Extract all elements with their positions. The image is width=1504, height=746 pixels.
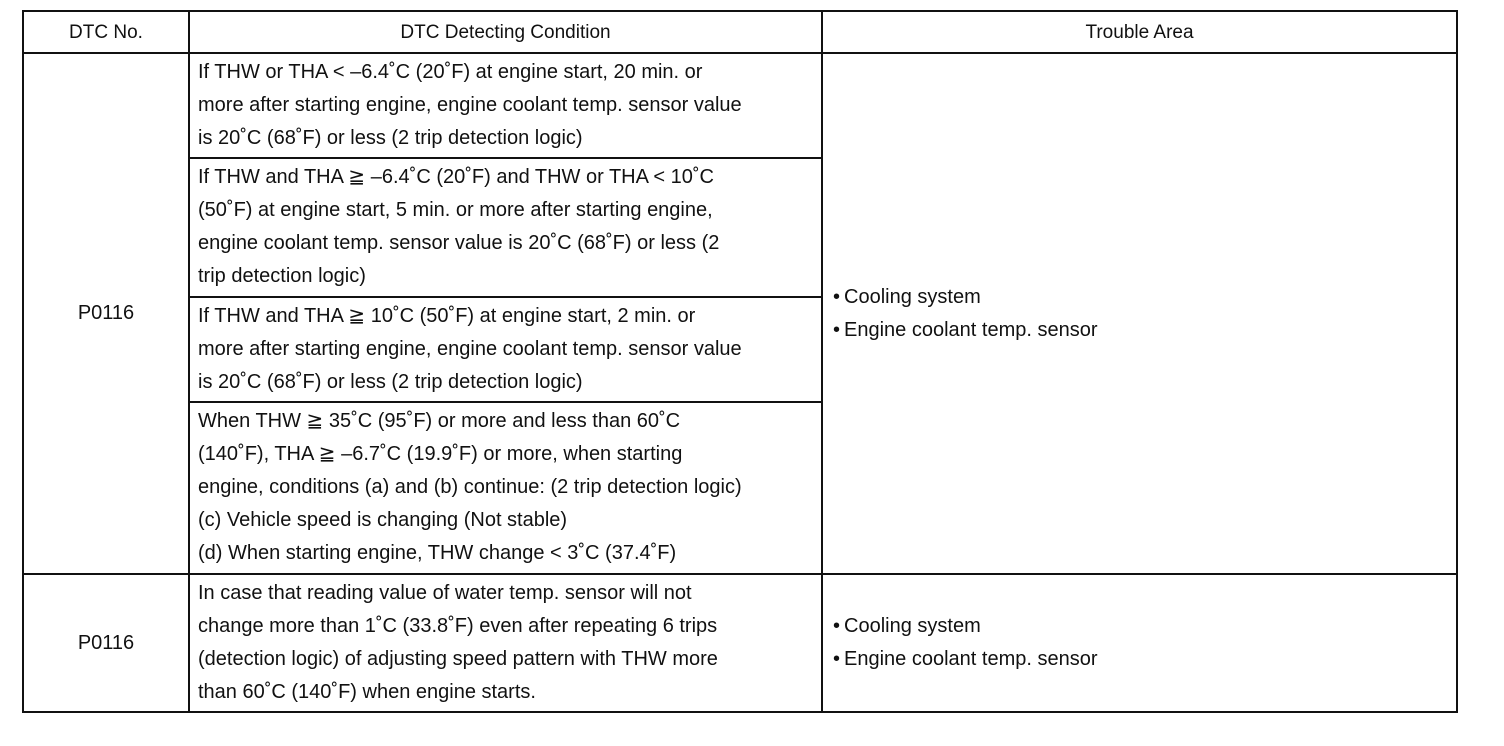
header-condition: DTC Detecting Condition [189, 11, 822, 53]
condition-cell: If THW and THA ≧ 10˚C (50˚F) at engine start, 2 min. or more after starting engine, engine coolant temp. sensor value is 20˚C (68˚F) or less (2 trip detection logic) [189, 297, 822, 402]
header-row [23, 11, 1457, 53]
trouble-area-list [833, 281, 1456, 347]
trouble-area-item: • Engine coolant temp. sensor [833, 314, 1456, 347]
condition-cell: If THW or THA < –6.4˚C (20˚F) at engine start, 20 min. or more after starting engine, engine coolant temp. sensor value is 20˚C (68˚F) or less (2 trip detection logic) [189, 53, 822, 158]
trouble-area-list [833, 610, 1456, 676]
header-dtc-no: DTC No. [23, 11, 189, 53]
dtc-number-cell: P0116 [23, 574, 189, 712]
condition-cell: In case that reading value of water temp. sensor will not change more than 1˚C (33.8˚F) even after repeating 6 trips (detection logic) of adjusting speed pattern with THW more than 60˚C (140˚F) when engine starts. [189, 574, 822, 712]
table-row [23, 53, 1457, 158]
trouble-area-item: • Engine coolant temp. sensor [833, 643, 1456, 676]
header-trouble-area: Trouble Area [822, 11, 1457, 53]
condition-cell: When THW ≧ 35˚C (95˚F) or more and less than 60˚C (140˚F), THA ≧ –6.7˚C (19.9˚F) or more, when starting engine, conditions (a) and (b) continue: (2 trip detection logic) (c) Vehicle speed is changing (Not stable) (d) When starting engine, THW change < 3˚C (37.4˚F) [189, 402, 822, 574]
dtc-number-cell: P0116 [23, 53, 189, 574]
condition-cell: If THW and THA ≧ –6.4˚C (20˚F) and THW or THA < 10˚C (50˚F) at engine start, 5 min. or more after starting engine, engine coolant temp. sensor value is 20˚C (68˚F) or less (2 trip detection logic) [189, 158, 822, 297]
trouble-area-cell [822, 53, 1457, 574]
trouble-area-cell [822, 574, 1457, 712]
trouble-area-item: • Cooling system [833, 610, 1456, 643]
trouble-area-item: • Cooling system [833, 281, 1456, 314]
table-row [23, 574, 1457, 712]
dtc-table [22, 10, 1458, 713]
